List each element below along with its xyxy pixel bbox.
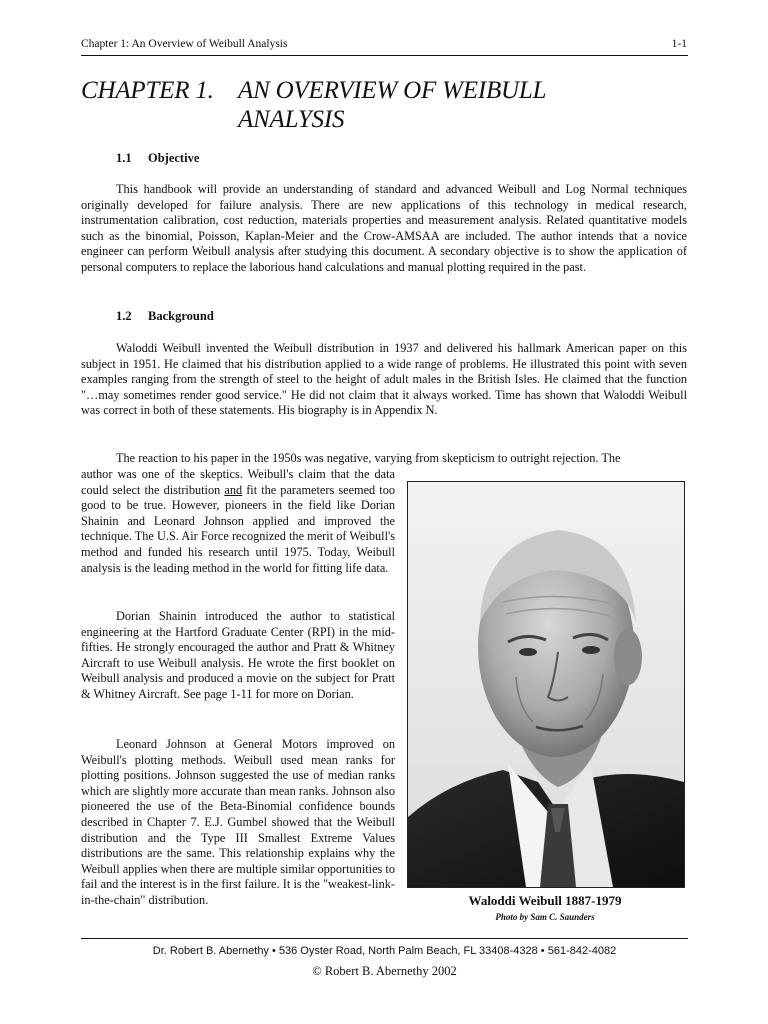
objective-paragraph (81, 182, 687, 276)
background-text-2-line1: The reaction to his paper in the 1950s was negative, varying from skepticism to outright rejection. The (116, 451, 621, 465)
section-title: Objective (148, 151, 200, 165)
running-header-title: Chapter 1: An Overview of Weibull Analysis (81, 38, 288, 50)
portrait-photo (407, 481, 685, 888)
background-paragraph-2 (81, 467, 395, 576)
caption-credit: Photo by Sam C. Saunders (495, 912, 595, 922)
footer-address: Dr. Robert B. Abernethy • 536 Oyster Road, North Palm Beach, FL 33408-4328 • 561-842-4082 (152, 945, 617, 957)
background-text-2a: author was one of the skeptics. Weibull's claim that the data could select the distribution (81, 467, 395, 497)
portrait-image (408, 482, 684, 887)
section-title: Background (148, 309, 214, 323)
background-text-3: Dorian Shainin introduced the author to statistical engineering at the Hartford Graduate Center (RPI) in the mid-fifties. He strongly encouraged the author and Pratt & Whitney Aircraft to use Weibull analysis. He wrote the first booklet on Weibull analysis and produced a movie on the subject for Pratt & Whitney Aircraft. See page 1-11 for more on Dorian. (81, 609, 395, 701)
section-heading-background (116, 309, 214, 324)
background-paragraph-1 (81, 341, 687, 419)
section-heading-objective (116, 151, 199, 166)
background-paragraph-4 (81, 737, 395, 909)
background-text-2b: fit the parameters seemed too good to be true. However, pioneers in the field like Dorian Shainin and Leonard Johnson applied and improved the technique. The U.S. Air Force recognized the merit of Weibull's method and funded his research until 1975. Today, Weibull analysis is the leading method in the world for fitting life data. (81, 482, 395, 575)
page-number: 1-1 (671, 38, 687, 50)
section-number: 1.1 (116, 151, 132, 165)
background-paragraph-3 (81, 609, 395, 703)
section-number: 1.2 (116, 309, 132, 323)
background-text-1: Waloddi Weibull invented the Weibull distribution in 1937 and delivered his hallmark American paper on this subject in 1951. He claimed that his distribution applied to a wide range of problems. He illustrated this point with seven examples ranging from the strength of steel to the height of adult males in the British Isles. He claimed that the function "…may sometimes render good service." He did not claim that it always worked. Time has shown that Waloddi Weibull was correct in both of these statements. His biography is in Appendix N. (81, 341, 687, 418)
header-rule (81, 55, 688, 56)
background-paragraph-2-first-line (81, 451, 687, 467)
running-header (81, 38, 687, 50)
caption-title: Waloddi Weibull 1887-1979 (468, 893, 622, 908)
photo-caption (407, 893, 683, 922)
footer-rule (81, 938, 688, 939)
objective-text: This handbook will provide an understanding of standard and advanced Weibull and Log Normal techniques originally developed for failure analysis. There are new applications of this technology in medical research, instrumentation calibration, cost reduction, materials properties and measurement analysis. Related quantitative models such as the binomial, Poisson, Kaplan-Meier and the Crow-AMSAA are included. The author intends that a novice engineer can perform Weibull analysis after studying this document. A secondary objective is to show the application of personal computers to replace the laborious hand calculations and manual plotting required in the past. (81, 182, 687, 274)
footer-copyright: © Robert B. Abernethy 2002 (312, 964, 457, 978)
underlined-word: and (224, 482, 243, 497)
chapter-number: CHAPTER 1. (81, 77, 214, 104)
chapter-title (81, 76, 546, 134)
chapter-title-line2: ANALYSIS (238, 106, 345, 133)
chapter-title-line1: AN OVERVIEW OF WEIBULL (238, 77, 547, 104)
background-text-4: Leonard Johnson at General Motors improved on Weibull's plotting methods. Weibull used mean ranks for plotting positions. Johnson suggested the use of median ranks which are slightly more accurate than mean ranks. Johnson also pioneered the use of the Beta-Binomial confidence bounds described in Chapter 7. E.J. Gumbel showed that the Weibull distribution and the Type III Smallest Extreme Values distributions are the same. This relationship explains why the Weibull applies when there are multiple similar opportunities to fail and the interest is in the first failure. It is the "weakest-link-in-the-chain" distribution. (81, 737, 395, 907)
